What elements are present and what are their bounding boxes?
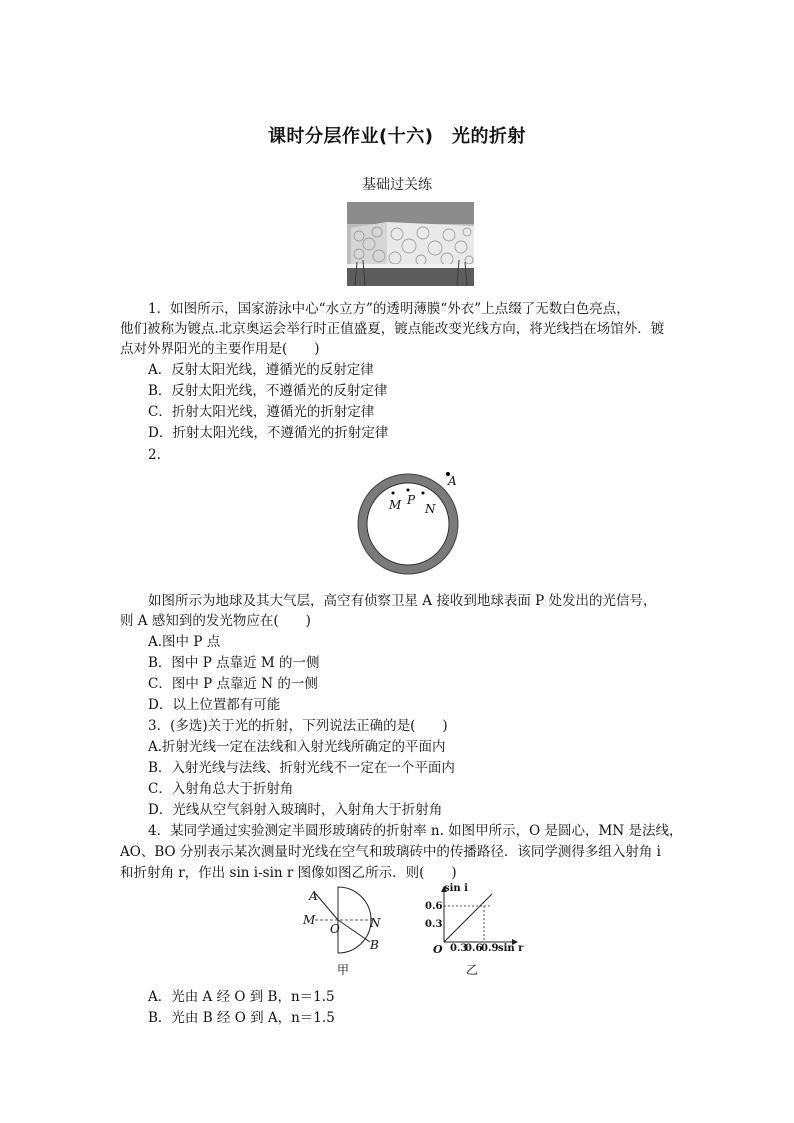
q4-line2: AO、BO 分别表示某次测量时光线在空气和玻璃砖中的传播路径．该同学测得多组入射角 i (120, 844, 661, 860)
q1-option-c: C．折射太阳光线，遵循光的折射定律 (148, 404, 375, 420)
q2-line1: 如图所示为地球及其大气层，高空有侦察卫星 A 接收到地球表面 P 处发出的光信号， (148, 593, 657, 609)
label-a: A (448, 474, 457, 488)
q3-option-b: B．入射光线与法线、折射光线不一定在一个平面内 (148, 760, 455, 776)
q1-line1: 1．如图所示，国家游泳中心“水立方”的透明薄膜“外衣”上点缀了无数白色亮点， (148, 301, 630, 317)
yi-ytick-03: 0.3 (425, 919, 443, 930)
yi-xlabel: sin r (498, 943, 524, 954)
q3-option-a: A.折射光线一定在法线和入射光线所确定的平面内 (148, 739, 446, 755)
q2-line2: 则 A 感知到的发光物应在( ) (120, 613, 311, 629)
q4-option-a: A．光由 A 经 O 到 B，n＝1.5 (148, 989, 335, 1005)
yi-caption: 乙 (466, 963, 479, 977)
jia-label-o: O (330, 922, 340, 936)
q2-option-b: B．图中 P 点靠近 M 的一侧 (148, 655, 320, 671)
q1-line3: 点对外界阳光的主要作用是( ) (120, 341, 320, 357)
label-n: N (425, 502, 436, 516)
page-title: 课时分层作业(十六) 光的折射 (268, 126, 526, 147)
q2-option-a: A.图中 P 点 (148, 634, 221, 650)
section-heading: 基础过关练 (362, 177, 432, 193)
yi-xtick-06: 0.6 (465, 943, 483, 954)
q4-option-b: B．光由 B 经 O 到 A，n＝1.5 (148, 1010, 335, 1026)
yi-ytick-06: 0.6 (425, 901, 443, 912)
label-m: M (389, 498, 402, 512)
jia-label-a: A (309, 889, 318, 903)
yi-ylabel: sin i (444, 883, 468, 894)
q2-option-c: C．图中 P 点靠近 N 的一侧 (148, 676, 318, 692)
q1-option-d: D．折射太阳光线，不遵循光的折射定律 (148, 425, 389, 441)
q3-line1: 3．(多选)关于光的折射，下列说法正确的是( ) (148, 718, 448, 734)
q4-line3: 和折射角 r，作出 sin i-sin r 图像如图乙所示．则( ) (120, 865, 457, 881)
label-p: P (407, 493, 416, 507)
q1-line2: 他们被称为镀点.北京奥运会举行时正值盛夏，镀点能改变光线方向，将光线挡在场馆外．镀 (120, 321, 665, 337)
jia-label-n: N (370, 916, 381, 930)
jia-label-b: B (370, 938, 379, 952)
yi-origin: O (433, 943, 443, 956)
water-cube-photo (347, 202, 474, 286)
q2-option-d: D．以上位置都有可能 (148, 697, 281, 713)
q3-option-d: D．光线从空气斜射入玻璃时，入射角大于折射角 (148, 802, 443, 818)
jia-label-m: M (303, 913, 316, 927)
yi-xtick-03: 0.3 (450, 943, 468, 954)
q1-option-a: A．反射太阳光线，遵循光的反射定律 (148, 362, 374, 378)
q2-number: 2. (148, 447, 161, 463)
jia-caption: 甲 (337, 963, 350, 977)
q1-option-b: B．反射太阳光线，不遵循光的反射定律 (148, 383, 388, 399)
yi-xtick-09: 0.9 (481, 943, 499, 954)
q3-option-c: C．入射角总大于折射角 (148, 781, 294, 797)
q4-line1: 4．某同学通过实验测定半圆形玻璃砖的折射率 n. 如图甲所示，O 是圆心，MN 是法线， (148, 823, 683, 839)
